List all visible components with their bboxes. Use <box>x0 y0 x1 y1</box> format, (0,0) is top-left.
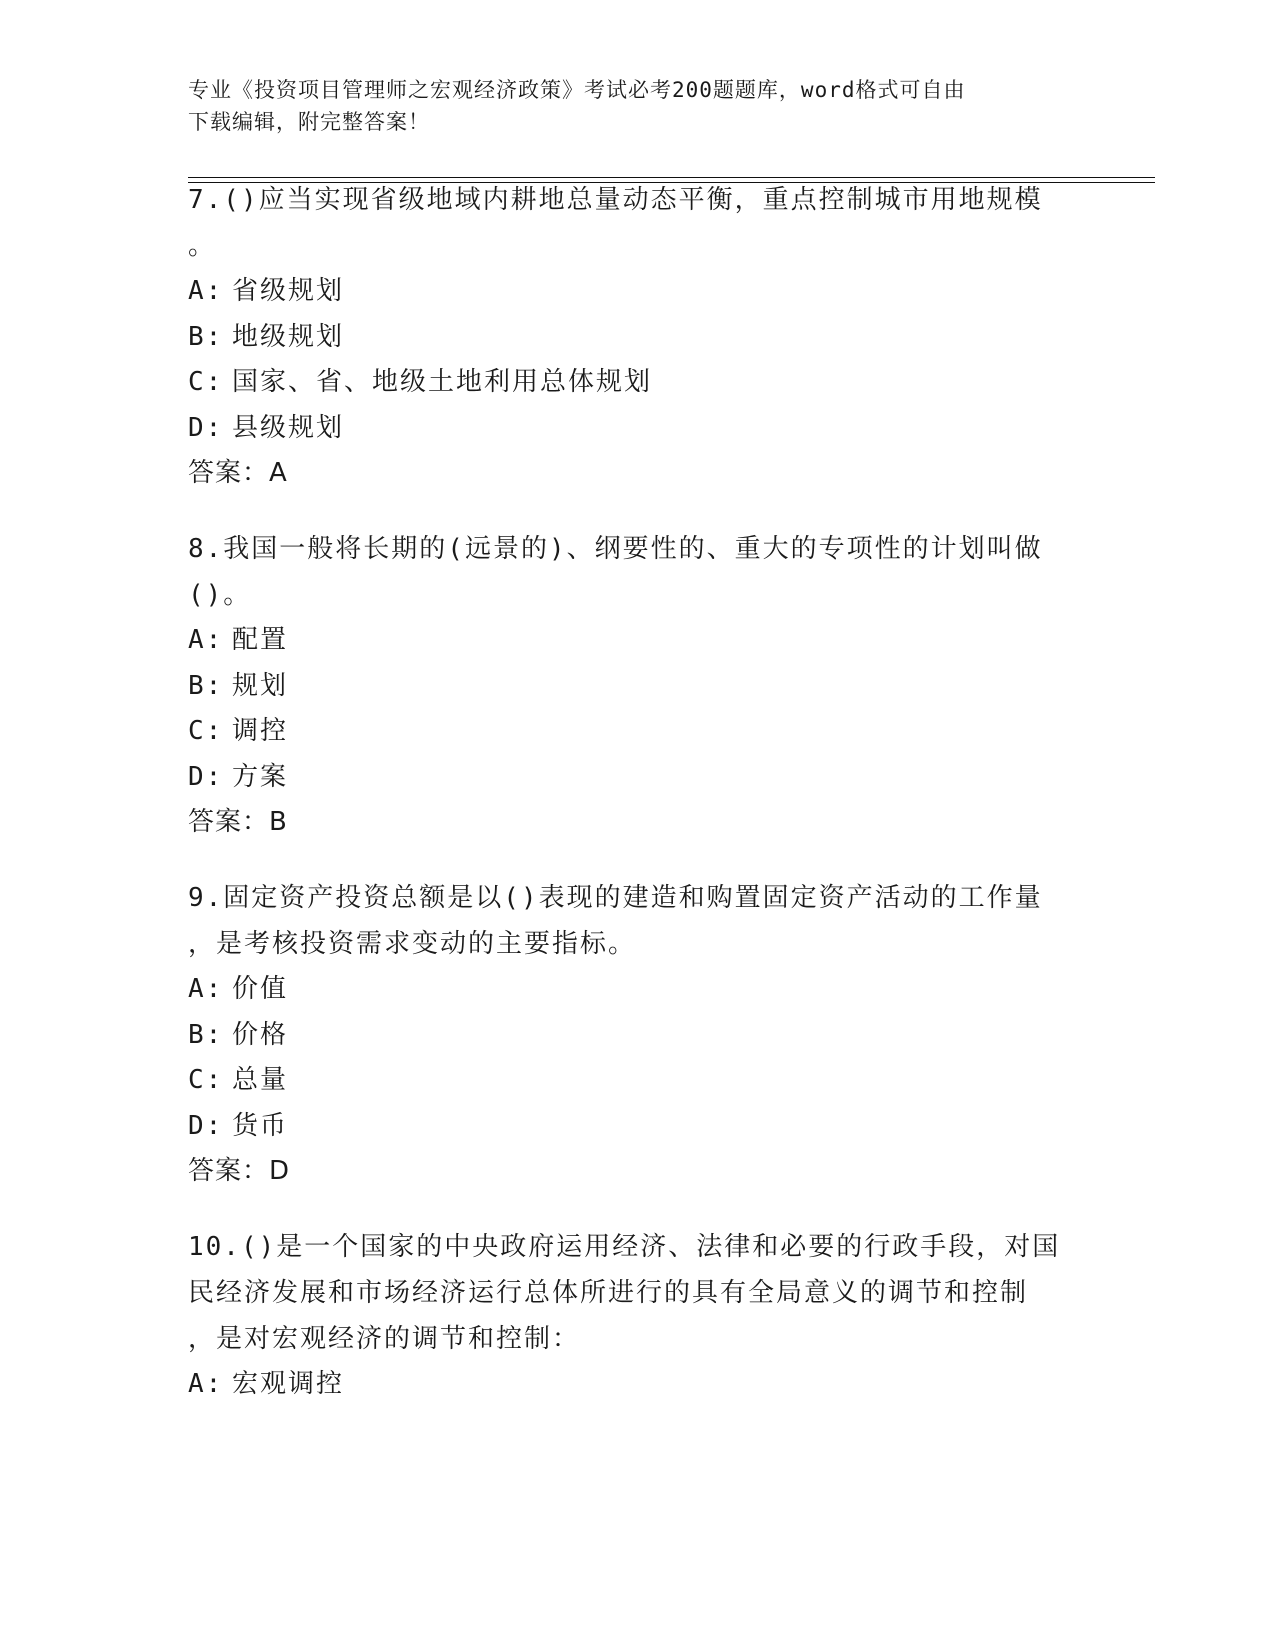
question-stem-line: 民经济发展和市场经济运行总体所进行的具有全局意义的调节和控制 <box>188 1278 1029 1308</box>
option-c <box>188 1058 1088 1104</box>
option-text: 方案 <box>232 761 289 792</box>
option-c <box>188 360 1088 406</box>
question-stem-line: 7.()应当实现省级地域内耕地总量动态平衡，重点控制城市用地规模 <box>188 185 1043 215</box>
option-a <box>188 967 1088 1013</box>
header-line-1: 专业《投资项目管理师之宏观经济政策》考试必考200题题库，word格式可自由 <box>188 78 966 102</box>
option-key: A: <box>188 974 224 1004</box>
option-key: C: <box>188 367 224 397</box>
option-text: 总量 <box>232 1065 289 1095</box>
option-b <box>188 315 1088 361</box>
option-d <box>188 755 1088 801</box>
question-stem-line: 9.固定资产投资总额是以()表现的建造和购置固定资产活动的工作量 <box>188 883 1043 913</box>
option-text: 地级规划 <box>232 321 345 352</box>
option-key: D: <box>188 412 224 443</box>
option-c <box>188 709 1088 755</box>
question-stem-line: ()。 <box>188 580 252 610</box>
header-line-2: 下载编辑，附完整答案！ <box>188 110 430 134</box>
option-a <box>188 269 1088 315</box>
option-text: 省级规划 <box>232 276 345 306</box>
question-7 <box>188 177 1088 496</box>
question-stem-line: ，是考核投资需求变动的主要指标。 <box>188 929 637 959</box>
option-key: B: <box>188 670 224 701</box>
question-stem-line: ，是对宏观经济的调节和控制： <box>188 1324 581 1354</box>
option-text: 价值 <box>232 974 289 1004</box>
question-stem-line: 8.我国一般将长期的(远景的)、纲要性的、重大的专项性的计划叫做 <box>188 534 1043 564</box>
answer-line: 答案：D <box>188 1156 291 1186</box>
option-key: C: <box>188 716 224 746</box>
question-10 <box>188 1224 1088 1408</box>
option-a <box>188 1362 1088 1408</box>
option-text: 货币 <box>232 1110 289 1141</box>
option-text: 调控 <box>232 716 289 746</box>
document-header <box>188 74 1068 138</box>
question-8 <box>188 526 1088 845</box>
option-text: 规划 <box>232 670 289 701</box>
option-key: A: <box>188 625 224 655</box>
option-d <box>188 1104 1088 1150</box>
option-text: 国家、省、地级土地利用总体规划 <box>232 367 653 397</box>
option-key: A: <box>188 276 224 306</box>
option-key: C: <box>188 1065 224 1095</box>
option-b <box>188 1013 1088 1059</box>
option-text: 价格 <box>232 1019 289 1050</box>
answer-line: 答案：B <box>188 807 288 837</box>
option-key: A: <box>188 1369 224 1399</box>
option-b <box>188 664 1088 710</box>
option-text: 宏观调控 <box>232 1369 345 1399</box>
question-9 <box>188 875 1088 1194</box>
option-key: B: <box>188 321 224 352</box>
option-key: D: <box>188 1110 224 1141</box>
answer-line: 答案：A <box>188 458 288 488</box>
option-text: 县级规划 <box>232 412 345 443</box>
option-a <box>188 618 1088 664</box>
question-stem-line: 。 <box>188 231 217 261</box>
option-d <box>188 406 1088 452</box>
option-text: 配置 <box>232 625 289 655</box>
option-key: B: <box>188 1019 224 1050</box>
question-stem-line: 10.()是一个国家的中央政府运用经济、法律和必要的行政手段，对国 <box>188 1232 1061 1262</box>
option-key: D: <box>188 761 224 792</box>
